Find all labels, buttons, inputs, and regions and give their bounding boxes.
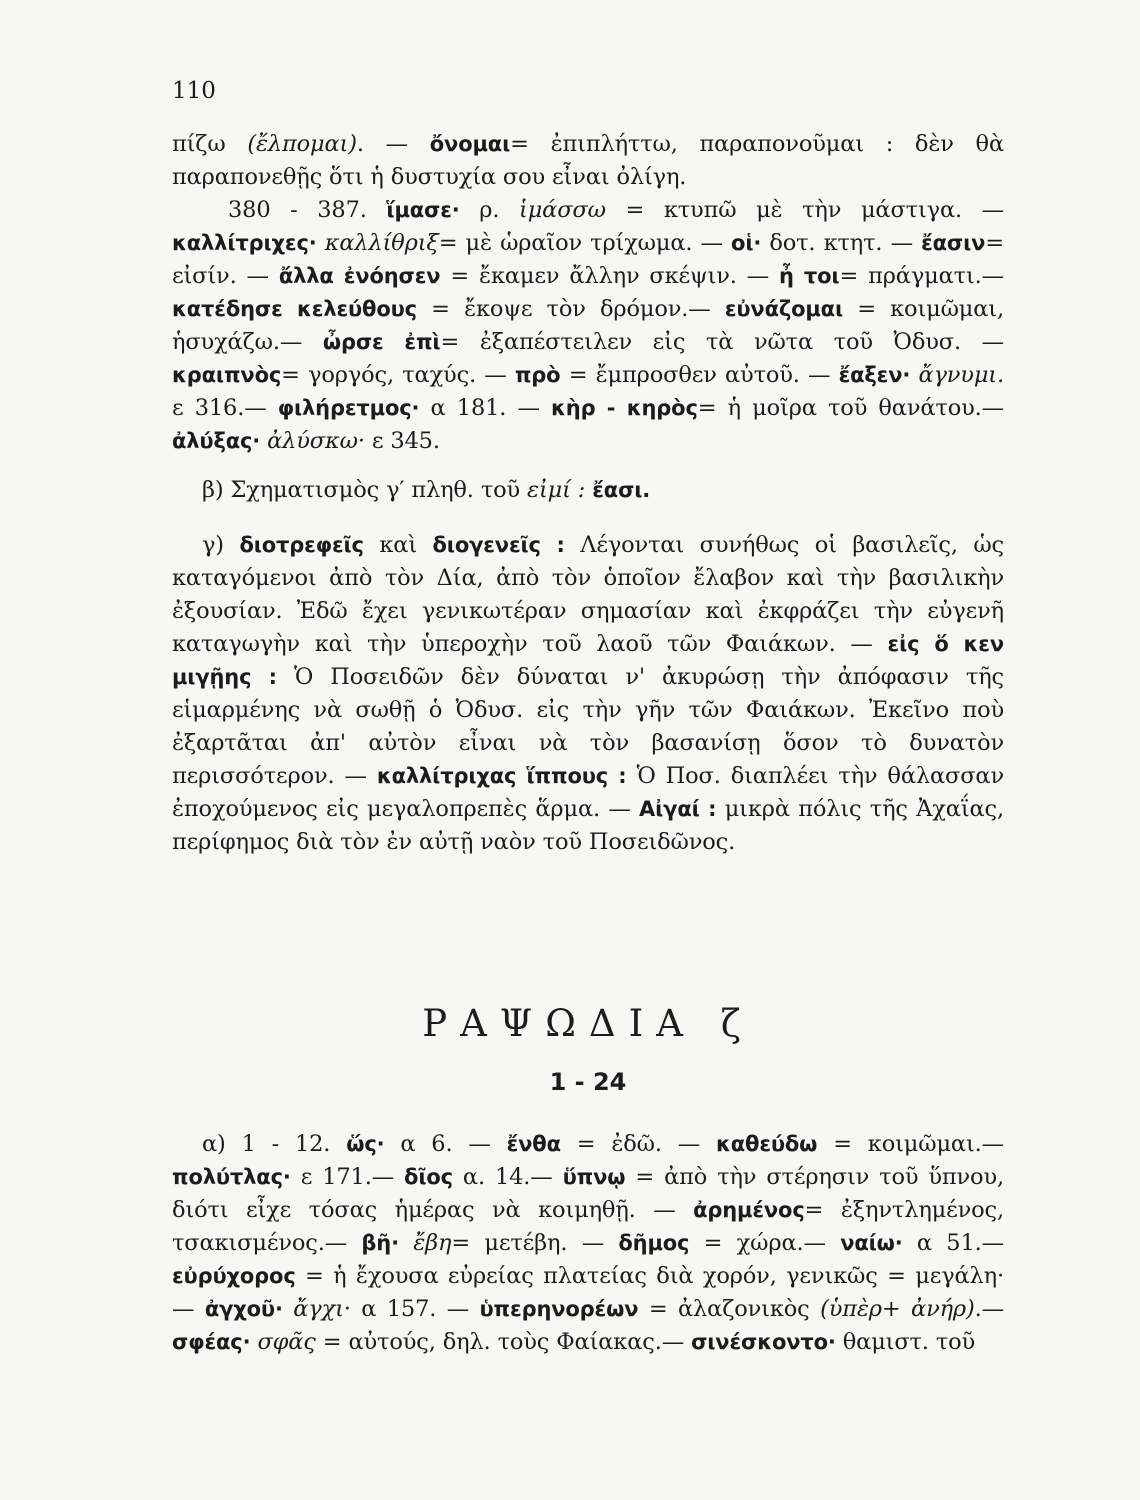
- italic-term: ἔβη: [413, 1230, 452, 1256]
- chapter-range: 1 - 24: [549, 1068, 627, 1096]
- text-run: β) Σχηματισμὸς γ′ πληθ. τοῦ: [202, 477, 528, 503]
- text-run: γ): [202, 532, 240, 558]
- text-run: [317, 230, 325, 256]
- text-run: [283, 1296, 293, 1322]
- italic-term: σφᾶς: [257, 1329, 316, 1355]
- italic-term: καλλίθριξ: [324, 230, 439, 256]
- lemma-term: διοτρεφεῖς: [239, 533, 364, 557]
- lemma-term: σφέας·: [172, 1330, 251, 1354]
- lemma-term: ἔασιν: [921, 231, 986, 255]
- note-paragraph-380-387: [172, 194, 1004, 458]
- text-run: = ἐξαπέστειλεν εἰς τὰ νῶτα τοῦ Ὀδυσ. —: [440, 329, 1004, 355]
- lemma-term: εὐρύχορος: [172, 1264, 296, 1288]
- text-run: = χώρα.—: [689, 1230, 841, 1256]
- text-run: καὶ: [363, 532, 433, 558]
- lemma-term: ὑπερηνορέων: [479, 1297, 639, 1321]
- lemma-term: Αἰγαί :: [639, 797, 717, 821]
- lemma-term: οἱ·: [731, 231, 762, 255]
- lemma-term: δῖος: [404, 1165, 453, 1189]
- text-run: = ἔμπροσθεν αὐτοῦ. —: [560, 362, 839, 388]
- note-paragraph-alpha: [172, 1128, 1004, 1359]
- lemma-term: καλλίτριχας ἵππους :: [376, 764, 627, 788]
- text-run: α. 14.—: [452, 1164, 563, 1190]
- lemma-term: εὐνάζομαι: [724, 297, 843, 321]
- italic-term: (ἔλπομαι): [247, 131, 357, 157]
- text-run: α 157. —: [350, 1296, 480, 1322]
- text-run: = ἀπὸ τὴν στέρησιν τοῦ ὕπνου, διότι εἶχε τόσας ἡμέρας νὰ κοιμηθῇ. —: [172, 1164, 1004, 1223]
- text-run: [399, 1230, 413, 1256]
- italic-term: ἄγχι·: [293, 1296, 351, 1322]
- text-run: μικρὰ πόλις τῆς Ἀχαΐας, περίφημος διὰ τὸν ἐν αὐτῇ ναὸν τοῦ Ποσειδῶνος.: [172, 796, 1004, 855]
- lemma-term: δῆμος: [618, 1231, 690, 1255]
- lemma-term: πολύτλας·: [172, 1165, 291, 1189]
- lemma-term: διογενεῖς :: [432, 533, 565, 557]
- lemma-term: φιλήρετμος·: [277, 396, 420, 420]
- lemma-term: ἀρημένος: [693, 1198, 805, 1222]
- text-run: Ὁ Ποσ. διαπλέει τὴν θάλασσαν ἐποχούμενος εἰς μεγαλοπρεπὲς ἅρμα. —: [172, 763, 1005, 822]
- commentary-bottom: [172, 1128, 1004, 1359]
- text-run: ε 345.: [364, 428, 440, 454]
- text-run: = ἐπιπλήττω, παραπονοῦμαι : δὲν θὰ παραπονεθῇς ὅτι ἡ δυστυχία σου εἶναι ὀλίγη.: [172, 131, 1005, 190]
- text-run: δοτ. κτητ. —: [761, 230, 922, 256]
- lemma-term: ἔασι.: [592, 478, 651, 502]
- text-run: = κοιμῶμαι.—: [817, 1131, 1004, 1157]
- text-run: = ἡ ἔχουσα εὐρείας πλατείας διὰ χορόν, γενικῶς = μεγάλη· —: [172, 1263, 1004, 1322]
- italic-term: εἰμί :: [527, 477, 586, 503]
- text-run: = μετέβη. —: [451, 1230, 619, 1256]
- note-paragraph-intro: [172, 128, 1004, 194]
- commentary-top: [172, 128, 1004, 859]
- text-run: πίζω: [172, 131, 248, 157]
- text-run: = ἐδῶ. —: [560, 1131, 717, 1157]
- lemma-term: ναίω·: [840, 1231, 903, 1255]
- text-run: = μὲ ὡραῖον τρίχωμα. —: [438, 230, 732, 256]
- text-run: α 6. —: [384, 1131, 507, 1157]
- note-paragraph-gamma: [172, 529, 1004, 859]
- text-run: ε 316.—: [172, 395, 278, 421]
- text-run: ρ.: [459, 197, 520, 223]
- text-run: ε 171.—: [290, 1164, 405, 1190]
- lemma-term: ὥς·: [346, 1132, 385, 1156]
- text-run: = ἀλαζονικὸς: [638, 1296, 821, 1322]
- lemma-term: ἄλλα ἐνόησεν: [278, 264, 441, 288]
- lemma-term: ἔαξεν·: [838, 363, 911, 387]
- text-run: = κοιμῶμαι, ἡσυχάζω.—: [172, 296, 1004, 355]
- chapter-title: ΡΑΨΩΔΙΑ ζ: [422, 1002, 754, 1045]
- lemma-term: καλλίτριχες·: [172, 231, 317, 255]
- lemma-term: σινέσκοντο·: [691, 1330, 836, 1354]
- text-run: = γοργός, ταχύς. —: [281, 362, 515, 388]
- lemma-term: ἵμασε·: [386, 198, 460, 222]
- text-run: α 51.—: [902, 1230, 1004, 1256]
- text-run: = ἔκαμεν ἄλλην σκέψιν. —: [440, 263, 779, 289]
- lemma-term: ἀλύξας·: [172, 429, 261, 453]
- lemma-term: ἦ τοι: [778, 264, 840, 288]
- text-run: = ἐξηντλημένος, τσακισμένος.—: [172, 1197, 1005, 1256]
- lemma-term: ὦρσε ἐπὶ: [322, 330, 441, 354]
- lemma-term: βῆ·: [361, 1231, 399, 1255]
- lemma-term: κὴρ - κηρὸς: [551, 396, 698, 420]
- lemma-term: ἀγχοῦ·: [204, 1297, 283, 1321]
- lemma-term: ὄνομαι: [429, 132, 511, 156]
- text-run: . —: [356, 131, 430, 157]
- text-run: α 181. —: [419, 395, 552, 421]
- text-run: .—: [974, 1296, 1004, 1322]
- lemma-term: ἔνθα: [506, 1132, 561, 1156]
- text-run: Ὁ Ποσειδῶν δὲν δύναται ν' ἀκυρώσῃ τὴν ἀπόφασιν τῆς εἱμαρμένης νὰ σωθῇ ὁ Ὀδυσ. εἰς τὴν γῆν τῶν Φαιάκων. Ἐκεῖνο ποὺ ἐξαρτᾶται ἀπ' αὐτὸν εἶναι νὰ τὸν βασανίσῃ ὅσον τὸ δυνατὸν περισσότερον. —: [172, 664, 1004, 789]
- text-run: 380 - 387.: [228, 197, 387, 223]
- text-run: θαμιστ. τοῦ: [835, 1329, 976, 1355]
- note-paragraph-beta: [172, 474, 1004, 507]
- text-run: = εἰσίν. —: [172, 230, 1004, 289]
- italic-term: ἀλύσκω·: [267, 428, 365, 454]
- lemma-term: ὕπνῳ: [562, 1165, 626, 1189]
- text-run: = πράγματι.—: [839, 263, 1004, 289]
- lemma-term: καθεύδω: [716, 1132, 818, 1156]
- lemma-term: κραιπνὸς: [172, 363, 282, 387]
- lemma-term: κατέδησε κελεύθους: [172, 297, 417, 321]
- text-run: α) 1 - 12.: [202, 1131, 347, 1157]
- text-run: = ἔκοψε τὸν δρόμον.—: [416, 296, 725, 322]
- text-run: = ἡ μοῖρα τοῦ θανάτου.—: [697, 395, 1004, 421]
- italic-term: ἱμάσσω: [519, 197, 606, 223]
- text-run: = αὐτούς, δηλ. τοὺς Φαίακας.—: [315, 1329, 692, 1355]
- italic-term: ἄγνυμι.: [918, 362, 1004, 388]
- lemma-term: εἰς ὅ κεν μιγῇης :: [172, 632, 1005, 689]
- italic-term: (ὑπὲρ+ ἀνήρ): [820, 1296, 975, 1322]
- text-run: Λέγονται συνήθως οἱ βασιλεῖς, ὡς καταγόμενοι ἀπὸ τὸν Δία, ἀπὸ τὸν ὁποῖον ἔλαβον καὶ τὴν βασιλικὴν ἐξουσίαν. Ἐδῶ ἔχει γενικωτέραν σημασίαν καὶ ἐκφράζει τὴν εὐγενῆ καταγωγὴν καὶ τὴν ὑπεροχὴν τοῦ λαοῦ τῶν Φαιάκων. —: [172, 532, 1005, 657]
- text-run: = κτυπῶ μὲ τὴν μάστιγα. —: [605, 197, 1004, 223]
- page-number: 110: [172, 78, 216, 104]
- lemma-term: πρὸ: [514, 363, 561, 387]
